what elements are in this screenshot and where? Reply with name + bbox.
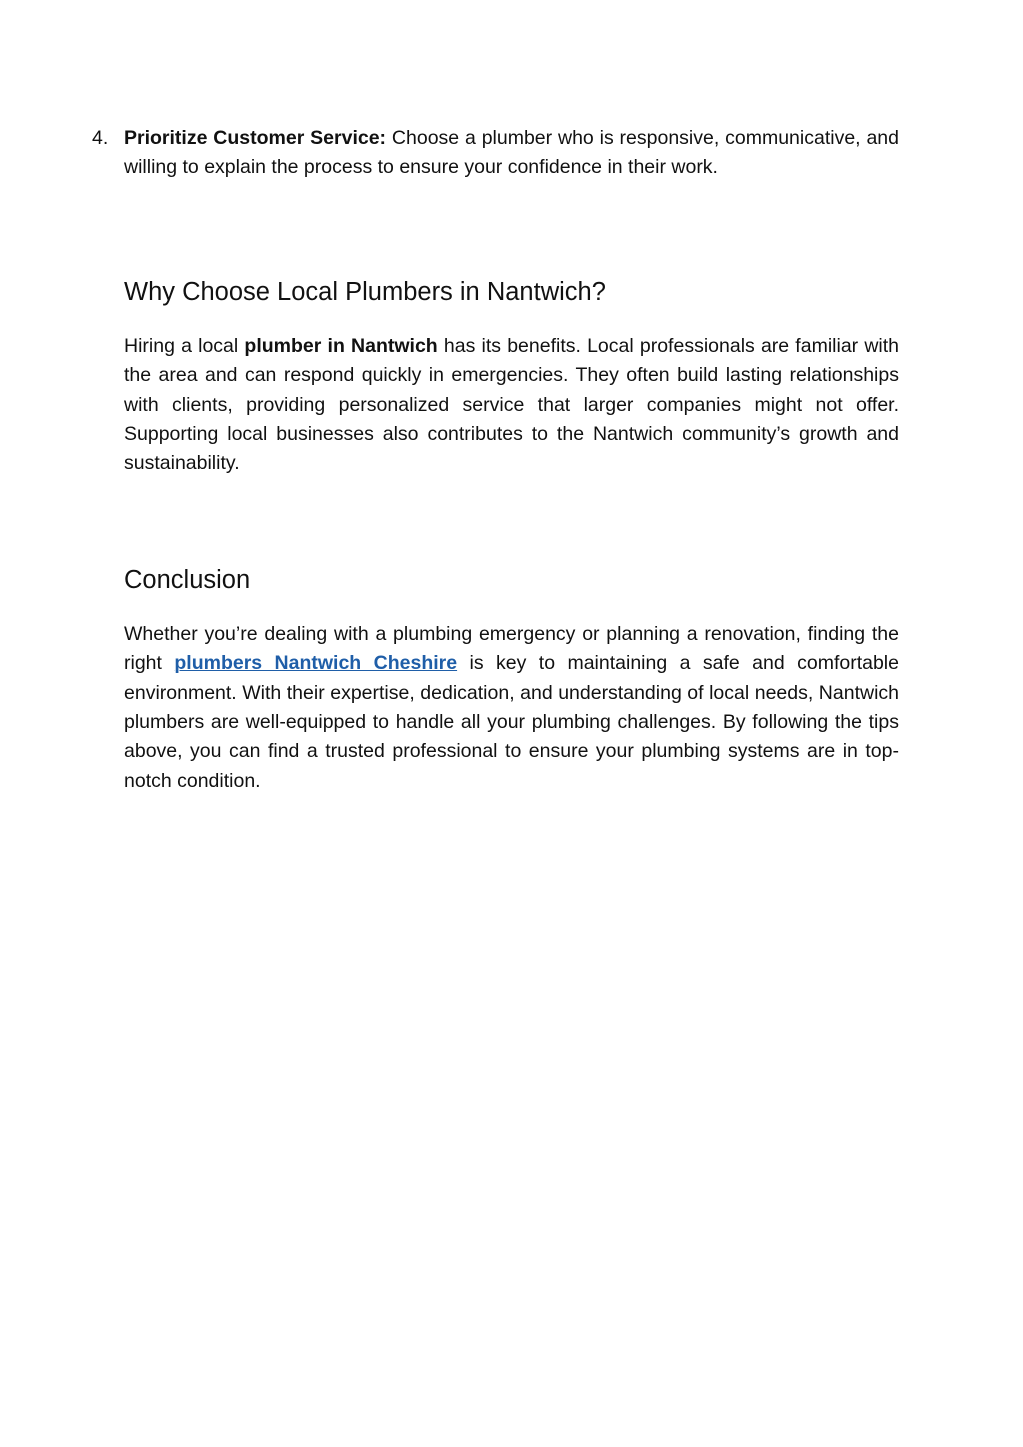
conclusion-text-after: is key to maintaining a safe and comfortable environment. With their expertise, dedication, and understanding of local needs, Nantwich plumbers are well-equipped to handle all your plumbing challenges. By following the tips above, you can find a trusted professional to ensure your plumbing systems are in top-notch condition. (124, 652, 899, 792)
why-text-before: Hiring a local (124, 334, 245, 357)
list-item-text: Choose a plumber who is responsive, communicative, and willing to explain the process to ensure your confidence in their work. (124, 127, 899, 179)
plumbers-nantwich-cheshire-link[interactable]: plumbers Nantwich Cheshire (174, 652, 458, 675)
why-text-after: has its benefits. Local professionals are familiar with the area and can respond quickly in emergencies. They often build lasting relationships with clients, providing personalized service that larger companies might not offer. Supporting local businesses also contributes to the Nantwich community’s growth and sustainability. (124, 334, 900, 475)
heading-conclusion: Conclusion (124, 565, 251, 594)
page-content (92, 124, 900, 796)
heading-why-local: Why Choose Local Plumbers in Nantwich? (124, 277, 606, 306)
list-number: 4. (92, 127, 109, 149)
list-item-title: Prioritize Customer Service: (124, 127, 387, 149)
list-item-customer-service (62, 124, 899, 183)
paragraph-why-local (124, 332, 899, 479)
why-bold-term: plumber in Nantwich (244, 334, 438, 357)
paragraph-conclusion (124, 620, 899, 796)
conclusion-text-before: Whether you’re dealing with a plumbing emergency or planning a renovation, finding the right (124, 622, 899, 675)
list-item-body (124, 124, 899, 183)
